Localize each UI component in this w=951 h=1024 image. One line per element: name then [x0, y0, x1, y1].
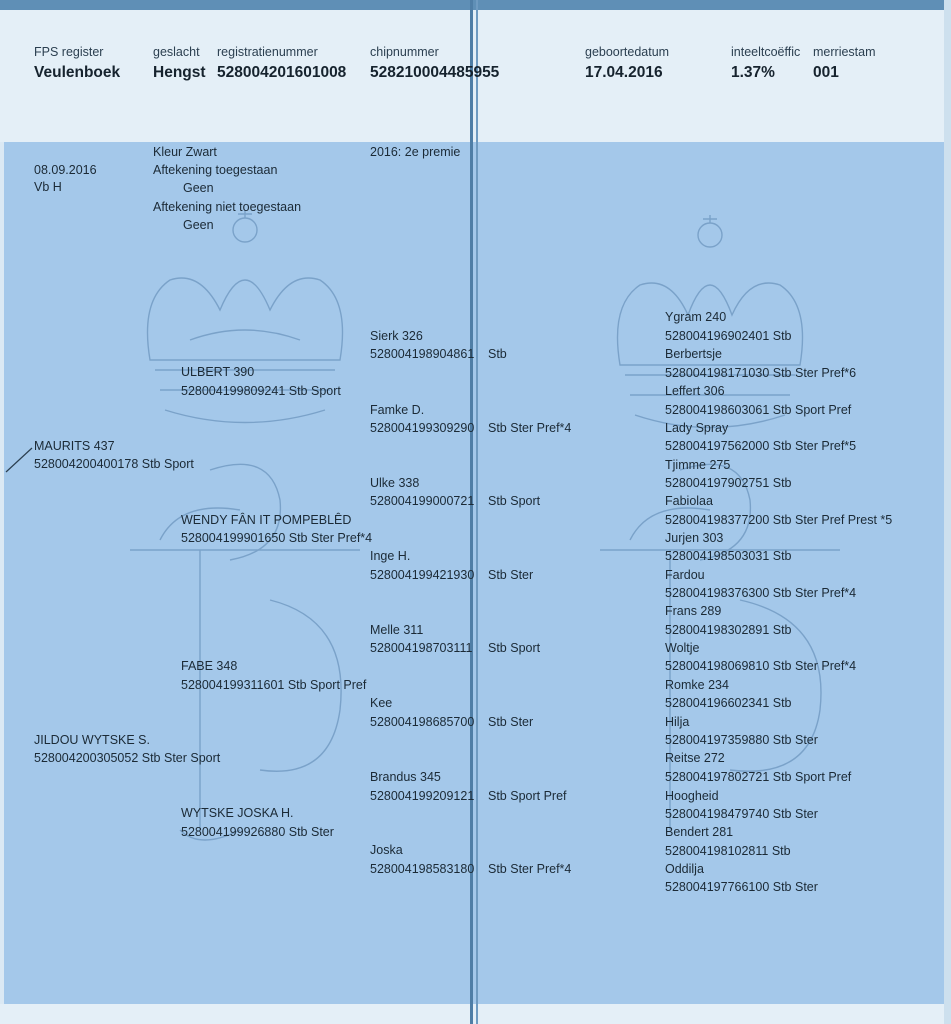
gen3-name: Melle 311: [370, 623, 424, 637]
gen4-name: Fardou: [665, 568, 705, 582]
gen3-predicate: Stb Ster Pref*4: [488, 421, 572, 435]
gen4-line: 528004198503031 Stb: [665, 549, 792, 563]
sire-name: MAURITS 437: [34, 439, 115, 453]
gen3-number: 528004198703111: [370, 641, 473, 655]
inbreeding-value: 1.37%: [731, 64, 775, 81]
chip-number-label: chipnummer: [370, 45, 439, 59]
gen3-number: 528004199421930: [370, 568, 475, 582]
gen4-line: 528004198069810 Stb Ster Pref*4: [665, 659, 857, 673]
gen4-line: 528004197902751 Stb: [665, 476, 792, 490]
crown-watermark-left-icon: [130, 210, 360, 460]
chip-number-value: 528210004485955: [370, 64, 500, 81]
gen4-name: Frans 289: [665, 604, 722, 618]
gen3-predicate: Stb: [488, 347, 507, 361]
gen2-name: WYTSKE JOSKA H.: [181, 806, 294, 820]
gen4-name: Woltje: [665, 641, 700, 655]
registration-number-value: 528004201601008: [217, 64, 347, 81]
gen3-predicate: Stb Ster: [488, 715, 534, 729]
gen4-name: Romke 234: [665, 678, 729, 692]
gen2-name: WENDY FÂN IT POMPEBLÊD: [181, 513, 352, 527]
gen3-number: 528004199309290: [370, 421, 475, 435]
gen3-name: Brandus 345: [370, 770, 441, 784]
gen4-line: 528004198302891 Stb: [665, 623, 792, 637]
birth-date-value: 17.04.2016: [585, 64, 663, 81]
birth-date-label: geboortedatum: [585, 45, 670, 59]
gen2-name: FABE 348: [181, 659, 238, 673]
sex-label: geslacht: [153, 45, 200, 59]
gen4-line: 528004198171030 Stb Ster Pref*6: [665, 366, 857, 380]
gen4-line: 528004197802721 Stb Sport Pref: [665, 770, 852, 784]
premium: 2016: 2e premie: [370, 145, 461, 159]
gen4-name: Bendert 281: [665, 825, 734, 839]
gen4-line: 528004198377200 Stb Ster Pref Prest *5: [665, 513, 893, 527]
gen3-predicate: Stb Sport: [488, 641, 541, 655]
gen4-line: 528004198102811 Stb: [665, 844, 791, 858]
gen4-name: Tjimme 275: [665, 458, 731, 472]
gen4-name: Reitse 272: [665, 751, 725, 765]
gen3-number: 528004198583180: [370, 862, 475, 876]
gen3-predicate: Stb Ster Pref*4: [488, 862, 572, 876]
inbreeding-label: inteeltcoëffic: [731, 45, 801, 59]
gen2-line: 528004199809241 Stb Sport: [181, 384, 341, 398]
fps-monogram-watermark-right-icon: [590, 450, 850, 850]
markings-not-allowed-value: Geen: [183, 218, 214, 232]
dam-name: JILDOU WYTSKE S.: [34, 733, 150, 747]
markings-allowed-label: Aftekening toegestaan: [153, 163, 278, 177]
right-edge: [944, 0, 951, 1024]
markings-not-allowed-label: Aftekening niet toegestaan: [153, 200, 302, 214]
gen4-line: 528004197359880 Stb Ster: [665, 733, 818, 747]
register-value: Veulenboek: [34, 64, 121, 81]
gen3-number: 528004198685700: [370, 715, 475, 729]
gen4-name: Jurjen 303: [665, 531, 724, 545]
gen4-name: Hoogheid: [665, 789, 719, 803]
gen3-name: Kee: [370, 696, 393, 710]
sex-value: Hengst: [153, 64, 206, 81]
gen3-name: Famke D.: [370, 403, 425, 417]
gen3-predicate: Stb Sport: [488, 494, 541, 508]
gen4-name: Lady Spray: [665, 421, 729, 435]
gen3-predicate: Stb Ster: [488, 568, 534, 582]
gen4-line: 528004198479740 Stb Ster: [665, 807, 818, 821]
gen3-predicate: Stb Sport Pref: [488, 789, 567, 803]
sire-line: 528004200400178 Stb Sport: [34, 457, 194, 471]
color: Kleur Zwart: [153, 145, 217, 159]
gen4-line: 528004196602341 Stb: [665, 696, 792, 710]
gen3-name: Sierk 326: [370, 329, 423, 343]
gen4-name: Hilja: [665, 715, 690, 729]
gen2-line: 528004199311601 Stb Sport Pref: [181, 678, 367, 692]
gen3-number: 528004199000721: [370, 494, 475, 508]
gen3-number: 528004198904861: [370, 347, 475, 361]
pen-mark-icon: [4, 444, 34, 474]
gen4-name: Leffert 306: [665, 384, 725, 398]
gen4-line: 528004198376300 Stb Ster Pref*4: [665, 586, 857, 600]
gen3-name: Ulke 338: [370, 476, 420, 490]
dam-line: 528004200305052 Stb Ster Sport: [34, 751, 221, 765]
gen3-name: Inge H.: [370, 549, 411, 563]
gen4-line: 528004198603061 Stb Sport Pref: [665, 403, 852, 417]
center-fold-shadow: [476, 0, 478, 1024]
inspection-date: 08.09.2016: [34, 163, 97, 177]
gen3-number: 528004199209121: [370, 789, 475, 803]
gen4-name: Ygram 240: [665, 310, 727, 324]
gen2-line: 528004199926880 Stb Ster: [181, 825, 334, 839]
gen4-name: Fabiolaa: [665, 494, 713, 508]
gen4-name: Berbertsje: [665, 347, 722, 361]
inspection-code: Vb H: [34, 180, 62, 194]
markings-allowed-value: Geen: [183, 181, 214, 195]
mare-line-label: merriestam: [813, 45, 876, 59]
gen2-name: ULBERT 390: [181, 365, 255, 379]
register-label: FPS register: [34, 45, 104, 59]
mare-line-value: 001: [813, 64, 839, 81]
gen3-name: Joska: [370, 843, 403, 857]
gen4-line: 528004197766100 Stb Ster: [665, 880, 818, 894]
gen4-line: 528004197562000 Stb Ster Pref*5: [665, 439, 857, 453]
fps-monogram-watermark-left-icon: [120, 450, 373, 850]
gen4-name: Oddilja: [665, 862, 704, 876]
gen4-line: 528004196902401 Stb: [665, 329, 792, 343]
registration-number-label: registratienummer: [217, 45, 318, 59]
gen2-line: 528004199901650 Stb Ster Pref*4: [181, 531, 373, 545]
